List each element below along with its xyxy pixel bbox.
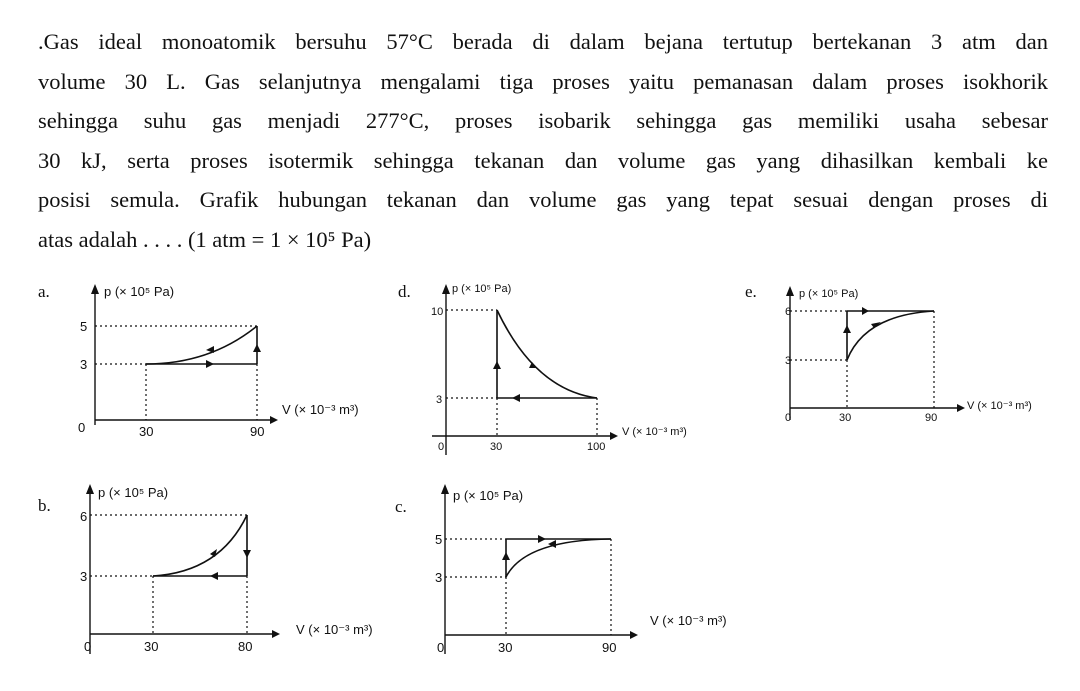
p-tick-label: 10 bbox=[431, 306, 444, 318]
p-axis-arrow bbox=[441, 484, 449, 494]
question-line-1: .Gas ideal monoatomik bersuhu 57°C berada di dalam bejana tertutup bertekanan 3 atm dan bbox=[38, 29, 1048, 54]
v-axis-label: V (× 10⁻³ m³) bbox=[282, 402, 359, 417]
process-curve bbox=[146, 326, 257, 364]
v-tick-label: 90 bbox=[925, 412, 938, 424]
p-tick-label: 6 bbox=[785, 306, 792, 318]
origin-label: 0 bbox=[84, 639, 92, 654]
v-axis-arrow bbox=[630, 631, 638, 639]
v-tick-label: 90 bbox=[250, 424, 265, 439]
origin-label: 0 bbox=[437, 640, 445, 655]
p-tick-label: 5 bbox=[80, 319, 88, 334]
v-axis-label: V (× 10⁻³ m³) bbox=[650, 613, 727, 628]
arrow-left bbox=[210, 572, 218, 580]
p-tick-label: 3 bbox=[436, 394, 443, 406]
origin-label: 0 bbox=[78, 420, 86, 435]
arrow-right bbox=[862, 307, 869, 315]
question-line-6: atas adalah . . . . (1 atm = 1 × 10⁵ Pa) bbox=[38, 226, 372, 252]
p-axis-label: p (× 10⁵ Pa) bbox=[104, 284, 175, 299]
p-axis-label: p (× 10⁵ Pa) bbox=[799, 288, 859, 300]
arrow-right bbox=[206, 360, 214, 368]
p-tick-label: 3 bbox=[80, 569, 88, 584]
p-tick-label: 3 bbox=[435, 570, 443, 585]
question-line-2: volume 30 L. Gas selanjutnya mengalami tiga proses yaitu pemanasan dalam proses isokhorik bbox=[38, 68, 1048, 94]
process-curve bbox=[153, 515, 247, 576]
arrow-up bbox=[493, 361, 501, 369]
v-tick-label: 80 bbox=[238, 639, 253, 654]
p-axis-arrow bbox=[91, 284, 99, 294]
p-tick-label: 6 bbox=[80, 509, 88, 524]
v-tick-label: 90 bbox=[602, 640, 617, 655]
option-c-letter[interactable]: c. bbox=[395, 497, 407, 516]
p-axis-arrow bbox=[786, 286, 794, 296]
option-b-graph[interactable] bbox=[60, 480, 390, 675]
process-curve bbox=[847, 311, 934, 360]
v-tick-label: 30 bbox=[139, 424, 154, 439]
p-axis-label: p (× 10⁵ Pa) bbox=[453, 488, 524, 503]
option-a-letter[interactable]: a. bbox=[38, 282, 50, 301]
p-axis-arrow bbox=[86, 484, 94, 494]
origin-label: 0 bbox=[438, 441, 445, 453]
v-tick-label: 30 bbox=[498, 640, 513, 655]
arrow-left bbox=[206, 346, 214, 353]
option-b-letter[interactable]: b. bbox=[38, 496, 51, 515]
arrow-down bbox=[243, 550, 251, 558]
p-tick-label: 3 bbox=[80, 357, 88, 372]
v-axis-label: V (× 10⁻³ m³) bbox=[296, 622, 373, 637]
p-axis-label: p (× 10⁵ Pa) bbox=[98, 485, 169, 500]
arrow-right bbox=[538, 535, 546, 543]
v-axis-arrow bbox=[270, 416, 278, 424]
option-e-graph[interactable] bbox=[765, 280, 1055, 440]
question-line-3: sehingga suhu gas menjadi 277°C, proses isobarik sehingga gas memiliki usaha sebesar bbox=[38, 108, 1048, 133]
p-tick-label: 3 bbox=[785, 355, 792, 367]
v-axis-label: V (× 10⁻³ m³) bbox=[967, 400, 1032, 412]
v-tick-label: 30 bbox=[144, 639, 159, 654]
v-axis-arrow bbox=[957, 404, 965, 412]
arrow-up bbox=[253, 344, 261, 352]
v-tick-label: 30 bbox=[490, 441, 503, 453]
process-curve bbox=[497, 310, 597, 398]
question-line-5: posisi semula. Grafik hubungan tekanan dan volume gas yang tepat sesuai dengan proses di bbox=[38, 187, 1048, 212]
v-axis-arrow bbox=[272, 630, 280, 638]
v-tick-label: 30 bbox=[839, 412, 852, 424]
arrow-left bbox=[512, 394, 520, 402]
option-d-graph[interactable] bbox=[420, 280, 720, 460]
arrow-down-right bbox=[529, 362, 537, 368]
origin-label: 0 bbox=[785, 412, 792, 424]
option-c-graph[interactable] bbox=[420, 480, 740, 675]
arrow-up-right bbox=[210, 549, 217, 557]
p-tick-label: 5 bbox=[435, 532, 443, 547]
question-text bbox=[38, 22, 1048, 259]
question-line-4: 30 kJ, serta proses isotermik sehingga tekanan dan volume gas yang dihasilkan kembali ke bbox=[38, 147, 1048, 173]
arrow-up bbox=[502, 552, 510, 560]
process-curve bbox=[506, 539, 611, 577]
option-e-letter[interactable]: e. bbox=[745, 282, 757, 301]
option-a-graph[interactable] bbox=[60, 280, 380, 440]
v-axis-label: V (× 10⁻³ m³) bbox=[622, 426, 687, 438]
v-axis-arrow bbox=[610, 432, 618, 440]
p-axis-arrow bbox=[442, 284, 450, 294]
v-tick-label: 100 bbox=[587, 441, 606, 453]
p-axis-label: p (× 10⁵ Pa) bbox=[452, 283, 512, 295]
arrow-up bbox=[843, 325, 851, 333]
option-d-letter[interactable]: d. bbox=[398, 282, 411, 301]
